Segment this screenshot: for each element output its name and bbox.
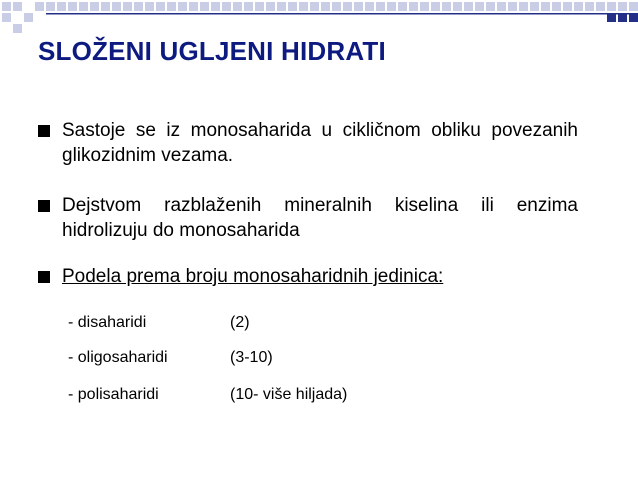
bullet-text: Dejstvom razblaženih mineralnih kiselina ili enzima hidrolizuju do monosaharida bbox=[62, 195, 578, 241]
sub-item-count: (10- više hiljada) bbox=[230, 386, 348, 403]
sub-item-count: (3-10) bbox=[230, 349, 273, 366]
sub-item-name: - oligosaharidi bbox=[68, 349, 168, 366]
square-bullet-icon bbox=[38, 125, 50, 137]
bullet-text: Podela prema broju monosaharidnih jedinica: bbox=[62, 266, 444, 287]
square-bullet-icon bbox=[38, 200, 50, 212]
square-bullet-icon bbox=[38, 271, 50, 283]
sub-item-name: - polisaharidi bbox=[68, 386, 159, 403]
slide-title: SLOŽENI UGLJENI HIDRATI bbox=[38, 36, 386, 66]
sub-item-name: - disaharidi bbox=[68, 314, 147, 331]
bullet-text: Sastoje se iz monosaharida u cikličnom obliku povezanih glikozidnim vezama. bbox=[62, 120, 578, 166]
decor-squares-left bbox=[2, 2, 44, 33]
decor-squares-top-band bbox=[46, 2, 638, 11]
header-rule bbox=[46, 13, 638, 15]
sub-item-count: (2) bbox=[230, 314, 250, 331]
header-decoration bbox=[0, 0, 638, 40]
